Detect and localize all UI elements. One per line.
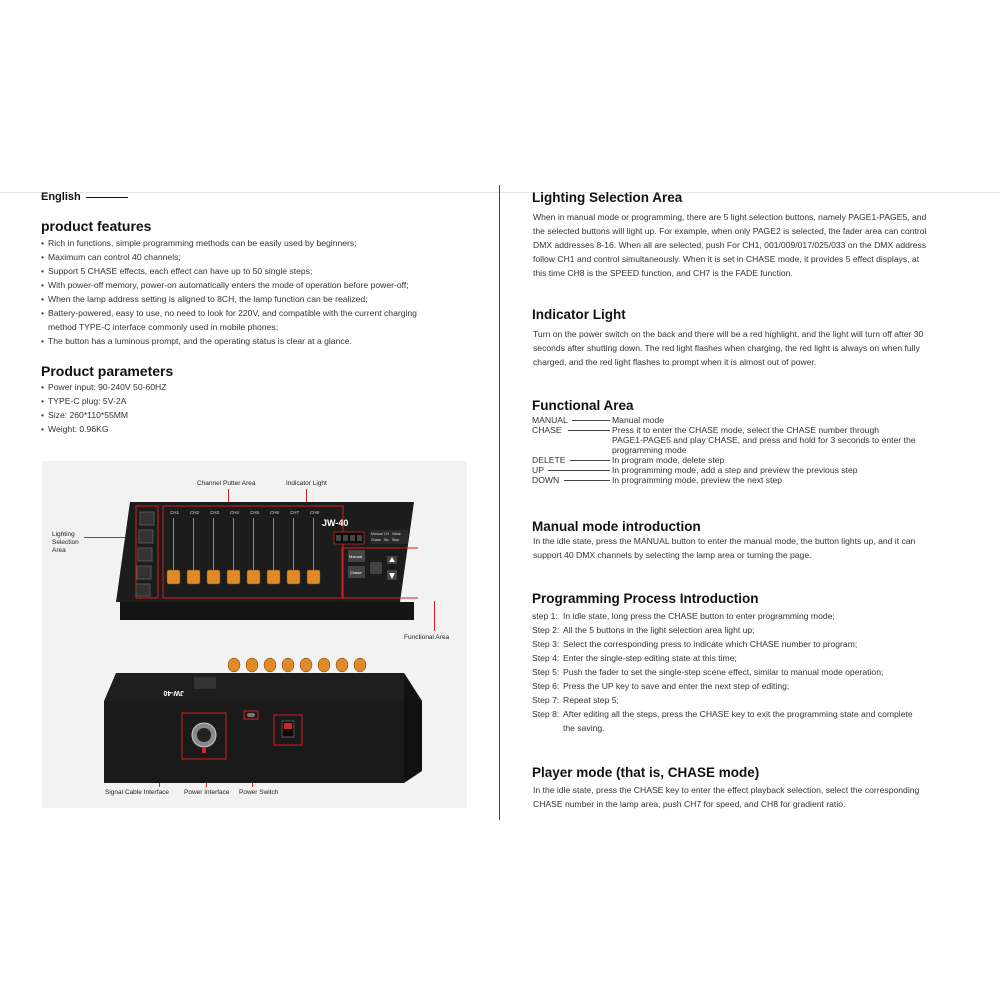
controller-top-view [108,502,418,620]
svg-text:Manual: Manual [349,554,363,559]
list-item: • Weight: 0.96KG [41,422,341,436]
list-item: Step 7: Repeat step 5; [532,695,619,705]
list-item: step 1: In idle state, long press the CHASE button to enter programming mode; [532,611,835,621]
power-interface-label: Power Interface [184,789,230,796]
svg-text:Chase: Chase [350,570,362,575]
programming-title: Programming Process Introduction [532,591,759,606]
list-item: Step 6: Press the UP key to save and enter the next step of editing; [532,681,790,691]
params-list [41,380,341,436]
channel-label: CH1 [170,510,180,515]
svg-text:Value: Value [392,532,401,536]
svg-text:Chase: Chase [371,538,382,542]
page-top-rule [0,192,1000,193]
list-item: DOWN In programming mode, preview the next step [532,475,783,485]
list-item: • The button has a luminous prompt, and the operating status is clear at a glance. [41,334,481,348]
list-item: UP In programming mode, add a step and preview the previous step [532,465,858,475]
list-item: • TYPE-C plug: 5V-2A [41,394,341,408]
manual-mode-text: In the idle state, press the MANUAL button to enter the manual mode, the button lights up, and it can support 40 DMX channels by selecting the lamp area or turning the page. [533,536,916,560]
list-item: • With power-off memory, power-on automatically enters the mode of operation before power-off; [41,278,481,292]
features-list [41,236,481,348]
list-item: Step 2: All the 5 buttons in the light selection area light up; [532,625,755,635]
channel-label: CH2 [190,510,200,515]
svg-text:CH: CH [384,532,390,536]
manual-mode-title: Manual mode introduction [532,519,701,534]
lighting-area-text: When in manual mode or programming, there are 5 light selection buttons, namely PAGE1-PAGE5, and the selected buttons will light up. For example, when only PAGE2 is selected, the fader area can control DMX addresses 8-16. When all are selected, push For CH1, 001/009/017/025/033 on the DMX address follow CH1 and control simultaneously. When it is set in CHASE mode, it provides 5 effect displays, at this time CH8 is the SPEED function, and CH7 is the FADE function. [533,212,927,278]
programming-steps [532,609,972,735]
svg-text:No.: No. [384,538,390,542]
svg-text:Manual: Manual [371,532,383,536]
channel-label: CH3 [210,510,220,515]
features-title: product features [41,218,152,234]
power-switch-label: Power Switch [239,789,279,796]
channel-label: CH6 [270,510,280,515]
functional-area-list [532,415,972,485]
lighting-area-title: Lighting Selection Area [532,190,683,205]
functional-area-label: Functional Area [404,634,450,641]
player-mode-text: In the idle state, press the CHASE key to enter the effect playback selection, select the corresponding CHASE number in the lamp area, push CH7 for speed, and CH8 for gradient ratio. [533,785,920,809]
list-item: • Size: 260*110*55MM [41,408,341,422]
channel-label: CH8 [310,510,320,515]
list-item: • Rich in functions, simple programming methods can be easily used by beginners; [41,236,481,250]
indicator-label: Indicator Light [286,480,327,487]
channel-label: CH4 [230,510,240,515]
channel-area-label: Channel Putter Area [197,480,256,487]
player-mode-title: Player mode (that is, CHASE mode) [532,765,760,780]
callout-line [434,601,435,631]
list-item: Step 8: After editing all the steps, press the CHASE key to exit the programming state and complete [532,709,913,719]
controller-rear-view [104,651,422,783]
model-name-rear: JW-40 [163,689,184,696]
list-item: MANUAL Manual mode [532,415,665,425]
list-item: • Battery-powered, easy to use, no need to look for 220V, and compatible with the current charging [41,306,481,320]
list-item: Step 4: Enter the single-step editing state at this time; [532,653,737,663]
list-item: Step 5: Push the fader to set the single-step scene effect, similar to manual mode operation; [532,667,884,677]
list-item: • When the lamp address setting is aligned to 8CH, the lamp function can be realized; [41,292,481,306]
list-item-continued: method TYPE-C interface commonly used in mobile phones; [48,322,279,332]
list-item: • Support 5 CHASE effects, each effect can have up to 50 single steps; [41,264,481,278]
list-item-continued: the saving. [563,723,605,733]
channel-label: CH5 [250,510,260,515]
channel-label: CH7 [290,510,300,515]
params-title: Product parameters [41,363,174,379]
indicator-text: Turn on the power switch on the back and there will be a red highlight, and the light will turn off after 30 seconds after shutting down. The red light flashes when charging, the red light is always on when fully charged, and the red light flashes to prompt when it is almost out of power. [533,329,924,367]
list-item: CHASE Press it to enter the CHASE mode, select the CHASE number through PAGE1-PAGE5 and play CHASE, and press and hold for 3 seconds to enter the programming mode [532,425,916,455]
list-item: Step 3: Select the corresponding press to indicate which CHASE number to program; [532,639,858,649]
indicator-title: Indicator Light [532,307,626,322]
svg-text:Step: Step [392,538,400,542]
signal-interface-label: Signal Cable Interface [105,789,169,796]
model-name: JW-40 [322,518,349,528]
language-label: English [41,191,128,203]
list-item: • Maximum can control 40 channels; [41,250,481,264]
product-figure [42,461,467,808]
column-divider [499,185,500,820]
functional-area-title: Functional Area [532,398,634,413]
list-item: • Power input: 90-240V 50-60HZ [41,380,341,394]
list-item: DELETE In program mode, delete step [532,455,725,465]
lighting-area-label: Lighting Selection Area [52,531,79,554]
